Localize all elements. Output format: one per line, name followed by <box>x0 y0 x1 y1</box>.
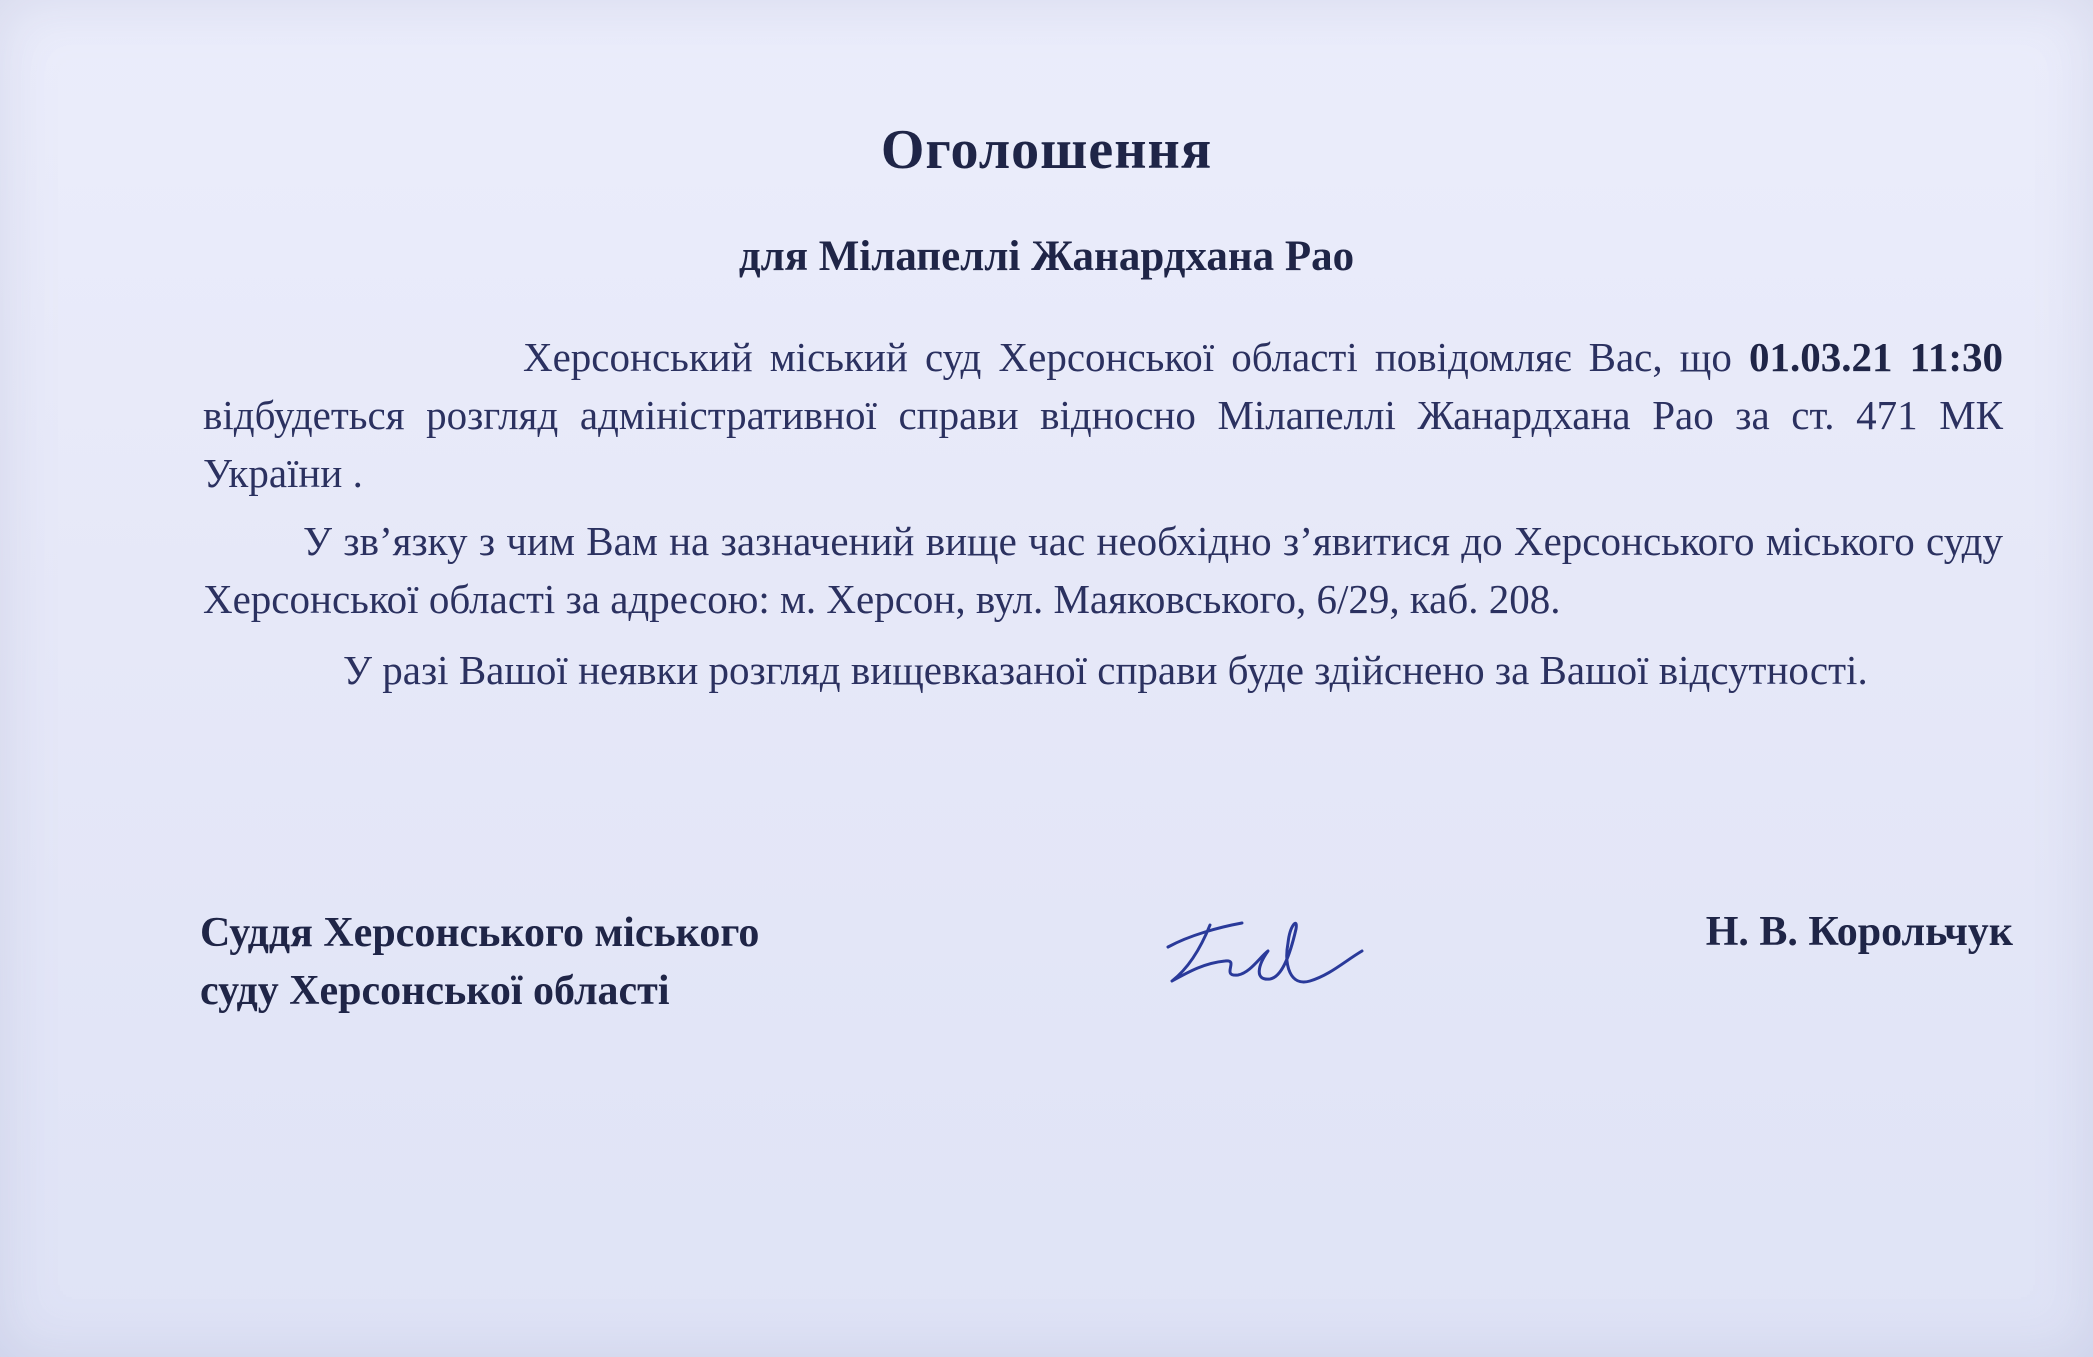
judge-position <box>200 904 759 1020</box>
paragraph-appearance: У зв’язку з чим Вам на зазначений вище час необхідно з’явитися до Херсонського міського суду Херсонської області за адресою: м. Херсон, вул. Маяковського, 6/29, каб. 208. <box>203 518 2003 622</box>
judge-position-line1: Суддя Херсонського міського <box>200 910 760 956</box>
document-title: Оголошення <box>880 119 1213 181</box>
handwritten-signature-icon <box>1150 895 1370 1005</box>
recipient-line: для Мілапеллі Жанардхана Рао <box>738 233 1355 280</box>
paragraph-hearing-notice <box>203 328 2003 502</box>
judge-name: Н. В. Корольчук <box>1705 909 2013 955</box>
paragraph-rest: відбудеться розгляд адміністративної справи відносно Мілапеллі Жанардхана Рао за ст. 471 МК України . <box>203 392 2003 496</box>
hearing-datetime: 01.03.21 11:30 <box>1748 334 2003 380</box>
paragraph-intro: Херсонський міський суд Херсонської області повідомляє Вас, що <box>523 334 1732 380</box>
paragraph-absence: У разі Вашої неявки розгляд вищевказаної справи буде здійснено за Вашої відсутності. <box>343 647 1868 693</box>
document-body <box>203 328 2003 702</box>
judge-position-line2: суду Херсонської області <box>200 968 670 1014</box>
